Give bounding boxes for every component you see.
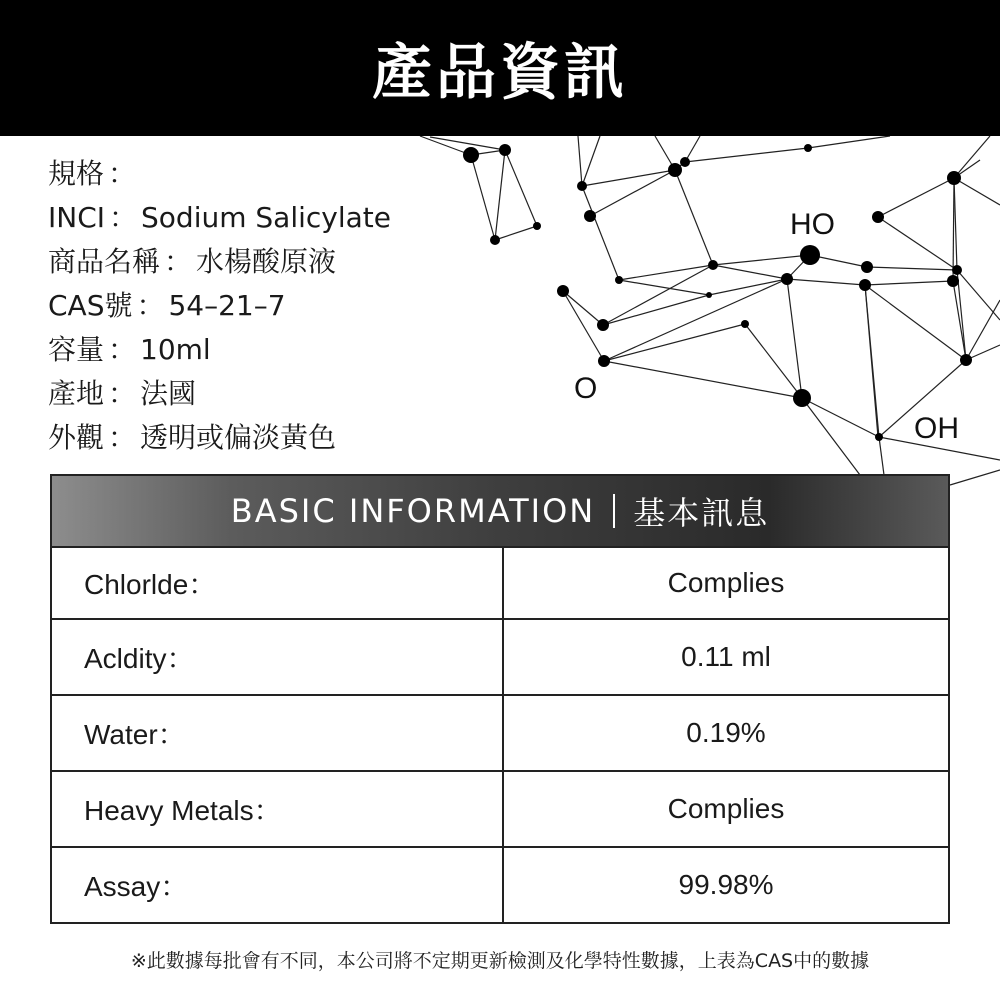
network-link [954,136,990,178]
table-heading [52,476,948,546]
spec-separator: ： [108,377,137,410]
network-link [604,279,787,361]
network-atom [952,265,962,275]
network-link [563,291,604,361]
table-row [52,694,948,770]
network-link [953,281,966,360]
network-link [713,255,810,265]
spec-label: 規格 [48,157,105,190]
network-link [865,281,953,285]
row-name: Heavy Metals： [52,772,504,846]
network-link [604,361,802,398]
row-value: 99.98% [678,869,774,900]
network-link [655,136,675,170]
network-atom [706,292,712,298]
spec-item [48,372,391,416]
network-link [878,178,954,217]
network-atom [960,354,972,366]
spec-label: 容量 [48,333,105,366]
network-link [954,160,980,178]
network-link [957,270,1000,320]
table-heading-zh: 基本訊息 [633,494,770,532]
network-link [787,279,802,398]
network-atom [708,260,718,270]
spec-item [48,284,391,328]
spec-item [48,196,391,240]
table-heading-en: BASIC INFORMATION [230,492,596,530]
row-value: Complies [667,793,785,824]
network-link [954,178,1000,205]
network-atom [490,235,500,245]
network-atom [680,157,690,167]
row-name: Assay： [52,848,504,922]
network-link [430,137,505,150]
network-atom [875,433,883,441]
spec-item [48,152,391,196]
network-link [675,162,685,170]
network-link [802,398,860,475]
network-link [603,265,713,325]
spec-list [48,152,391,460]
network-link [966,345,1000,360]
network-link [675,170,713,265]
network-atom [947,171,961,185]
row-name: Water： [52,696,504,770]
network-link [582,170,675,186]
network-link [603,295,709,325]
network-link [954,178,957,270]
network-link [578,136,582,186]
network-atom [668,163,682,177]
spec-separator: ： [136,289,165,322]
spec-value: Sodium Salicylate [141,201,391,234]
spec-value: 透明或偏淡黃色 [140,421,337,454]
heading-divider [613,494,615,528]
spec-separator: ： [164,245,193,278]
network-link [966,300,1000,360]
network-link [420,136,471,155]
network-atom [557,285,569,297]
network-atom [463,147,479,163]
network-link [950,470,1000,485]
network-atom [781,273,793,285]
spec-label: 產地 [48,377,105,410]
network-link [808,136,890,148]
network-link [471,155,495,240]
spec-label: 外觀 [48,421,105,454]
spec-label: 商品名稱 [48,245,161,278]
network-link [865,285,879,437]
network-link [590,170,675,216]
network-link [495,150,505,240]
network-atom [499,144,511,156]
network-link [953,178,954,281]
spec-separator: ： [109,201,138,234]
network-link [878,217,957,270]
network-link [957,270,966,360]
spec-item [48,416,391,460]
spec-separator: ： [108,333,137,366]
molecule-label-oh: OH [914,412,959,445]
network-atom [615,276,623,284]
network-link [505,150,537,226]
spec-separator: ： [108,421,137,454]
network-link [810,255,867,267]
network-link [619,280,709,295]
network-atom [804,144,812,152]
network-atom [800,245,820,265]
row-value: 0.11 ml [681,641,771,672]
molecule-label-o: O [574,372,598,405]
spec-value: 法國 [140,377,197,410]
row-value: Complies [667,567,785,598]
network-link [879,437,884,475]
network-atom [533,222,541,230]
network-link [713,265,787,279]
row-value: 0.19% [686,717,766,748]
network-link [563,291,603,325]
network-atom [947,275,959,287]
page-header [0,0,1000,136]
network-link [787,279,865,285]
row-name: Chlorlde： [52,548,504,618]
table-row [52,618,948,694]
footnote: ※此數據每批會有不同，本公司將不定期更新檢測及化學特性數據，上表為CAS中的數據 [130,950,870,972]
spec-separator: ： [108,157,137,190]
network-atom [872,211,884,223]
spec-item [48,328,391,372]
spec-value: 54–21–7 [168,289,286,322]
spec-label: CAS號 [48,289,133,322]
network-link [709,279,787,295]
network-link [879,360,966,437]
network-link [867,267,957,270]
table-row [52,546,948,618]
spec-item [48,240,391,284]
network-link [582,186,619,280]
network-link [685,136,700,162]
network-link [582,136,600,186]
network-link [685,148,808,162]
network-link [865,285,966,360]
network-atom [584,210,596,222]
network-link [619,265,713,280]
network-atom [793,389,811,407]
network-link [471,150,505,155]
spec-label: INCI [48,201,106,234]
network-link [495,226,537,240]
network-atom [741,320,749,328]
network-link [787,255,810,279]
basic-info-table [50,474,950,924]
network-atom [598,355,610,367]
spec-value: 10ml [140,333,211,366]
row-name: Acldity： [52,620,504,694]
network-link [865,285,878,437]
table-row [52,846,948,922]
network-atom [577,181,587,191]
network-atom [859,279,871,291]
molecule-label-ho: HO [790,208,835,241]
network-link [745,324,802,398]
network-link [604,324,745,361]
table-row [52,770,948,846]
spec-value: 水楊酸原液 [196,245,337,278]
network-link [879,437,1000,460]
network-atom [861,261,873,273]
page-title: 產品資訊 [372,38,628,108]
network-atom [597,319,609,331]
network-link [802,398,879,437]
